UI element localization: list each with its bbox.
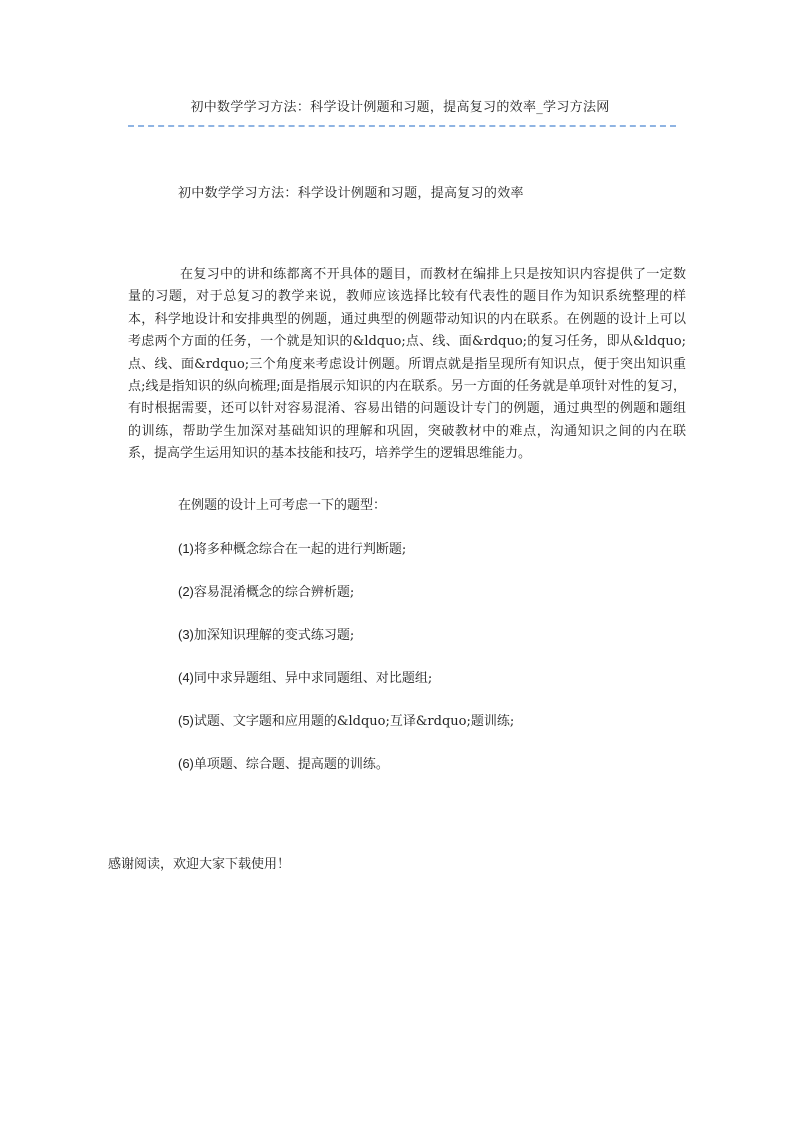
list-item bbox=[178, 581, 514, 602]
item-text: 加深知识理解的变式练习题; bbox=[193, 628, 355, 643]
item-number: (6) bbox=[178, 756, 194, 771]
header-divider bbox=[128, 125, 676, 127]
page-header-title: 初中数学学习方法：科学设计例题和习题，提高复习的效率_学习方法网 bbox=[190, 100, 610, 115]
footer-thanks-note: 感谢阅读，欢迎大家下载使用！ bbox=[108, 857, 291, 872]
item-text: 试题、文字题和应用题的&ldquo;互译&rdquo;题训练; bbox=[193, 714, 515, 729]
article-title: 初中数学学习方法：科学设计例题和习题，提高复习的效率 bbox=[178, 186, 524, 201]
item-number: (2) bbox=[178, 584, 194, 599]
item-text: 将多种概念综合在一起的进行判断题; bbox=[193, 542, 407, 557]
body-paragraph: 在复习中的讲和练都离不开具体的题目，而教材在编排上只是按知识内容提供了一定数量的习题，对于总复习的教学来说，教师应该选择比较有代表性的题目作为知识系统整理的样本，科学地设计和安排典型的例题，通过典型的例题带动知识的内在联系。在例题的设计上可以考虑两个方面的任务，一个就是知识的&ldquo;点、线、面&rdquo;的复习任务，即从&ldquo;点、线、面&rdquo;三个角度来考虑设计例题。所谓点就是指呈现所有知识点，便于突出知识重点;线是指知识的纵向梳理;面是指展示知识的内在联系。另一方面的任务就是单项针对性的复习，有时根据需要，还可以针对容易混淆、容易出错的问题设计专门的例题，通过典型的例题和题组的训练，帮助学生加深对基础知识的理解和巩固，突破教材中的难点，沟通知识之间的内在联系，提高学生运用知识的基本技能和技巧，培养学生的逻辑思维能力。 bbox=[128, 267, 686, 462]
item-text: 单项题、综合题、提高题的训练。 bbox=[193, 757, 389, 772]
list-item bbox=[178, 667, 514, 688]
item-text: 同中求异题组、异中求同题组、对比题组; bbox=[193, 671, 433, 686]
list-item bbox=[178, 753, 514, 774]
item-text: 容易混淆概念的综合辨析题; bbox=[193, 585, 355, 600]
item-number: (4) bbox=[178, 670, 194, 685]
list-item bbox=[178, 710, 514, 731]
item-number: (1) bbox=[178, 541, 194, 556]
list-item bbox=[178, 538, 514, 559]
list-item bbox=[178, 624, 514, 645]
question-types-intro: 在例题的设计上可考虑一下的题型： bbox=[178, 498, 387, 513]
item-number: (3) bbox=[178, 627, 194, 642]
item-number: (5) bbox=[178, 713, 194, 728]
question-type-list bbox=[178, 538, 514, 796]
